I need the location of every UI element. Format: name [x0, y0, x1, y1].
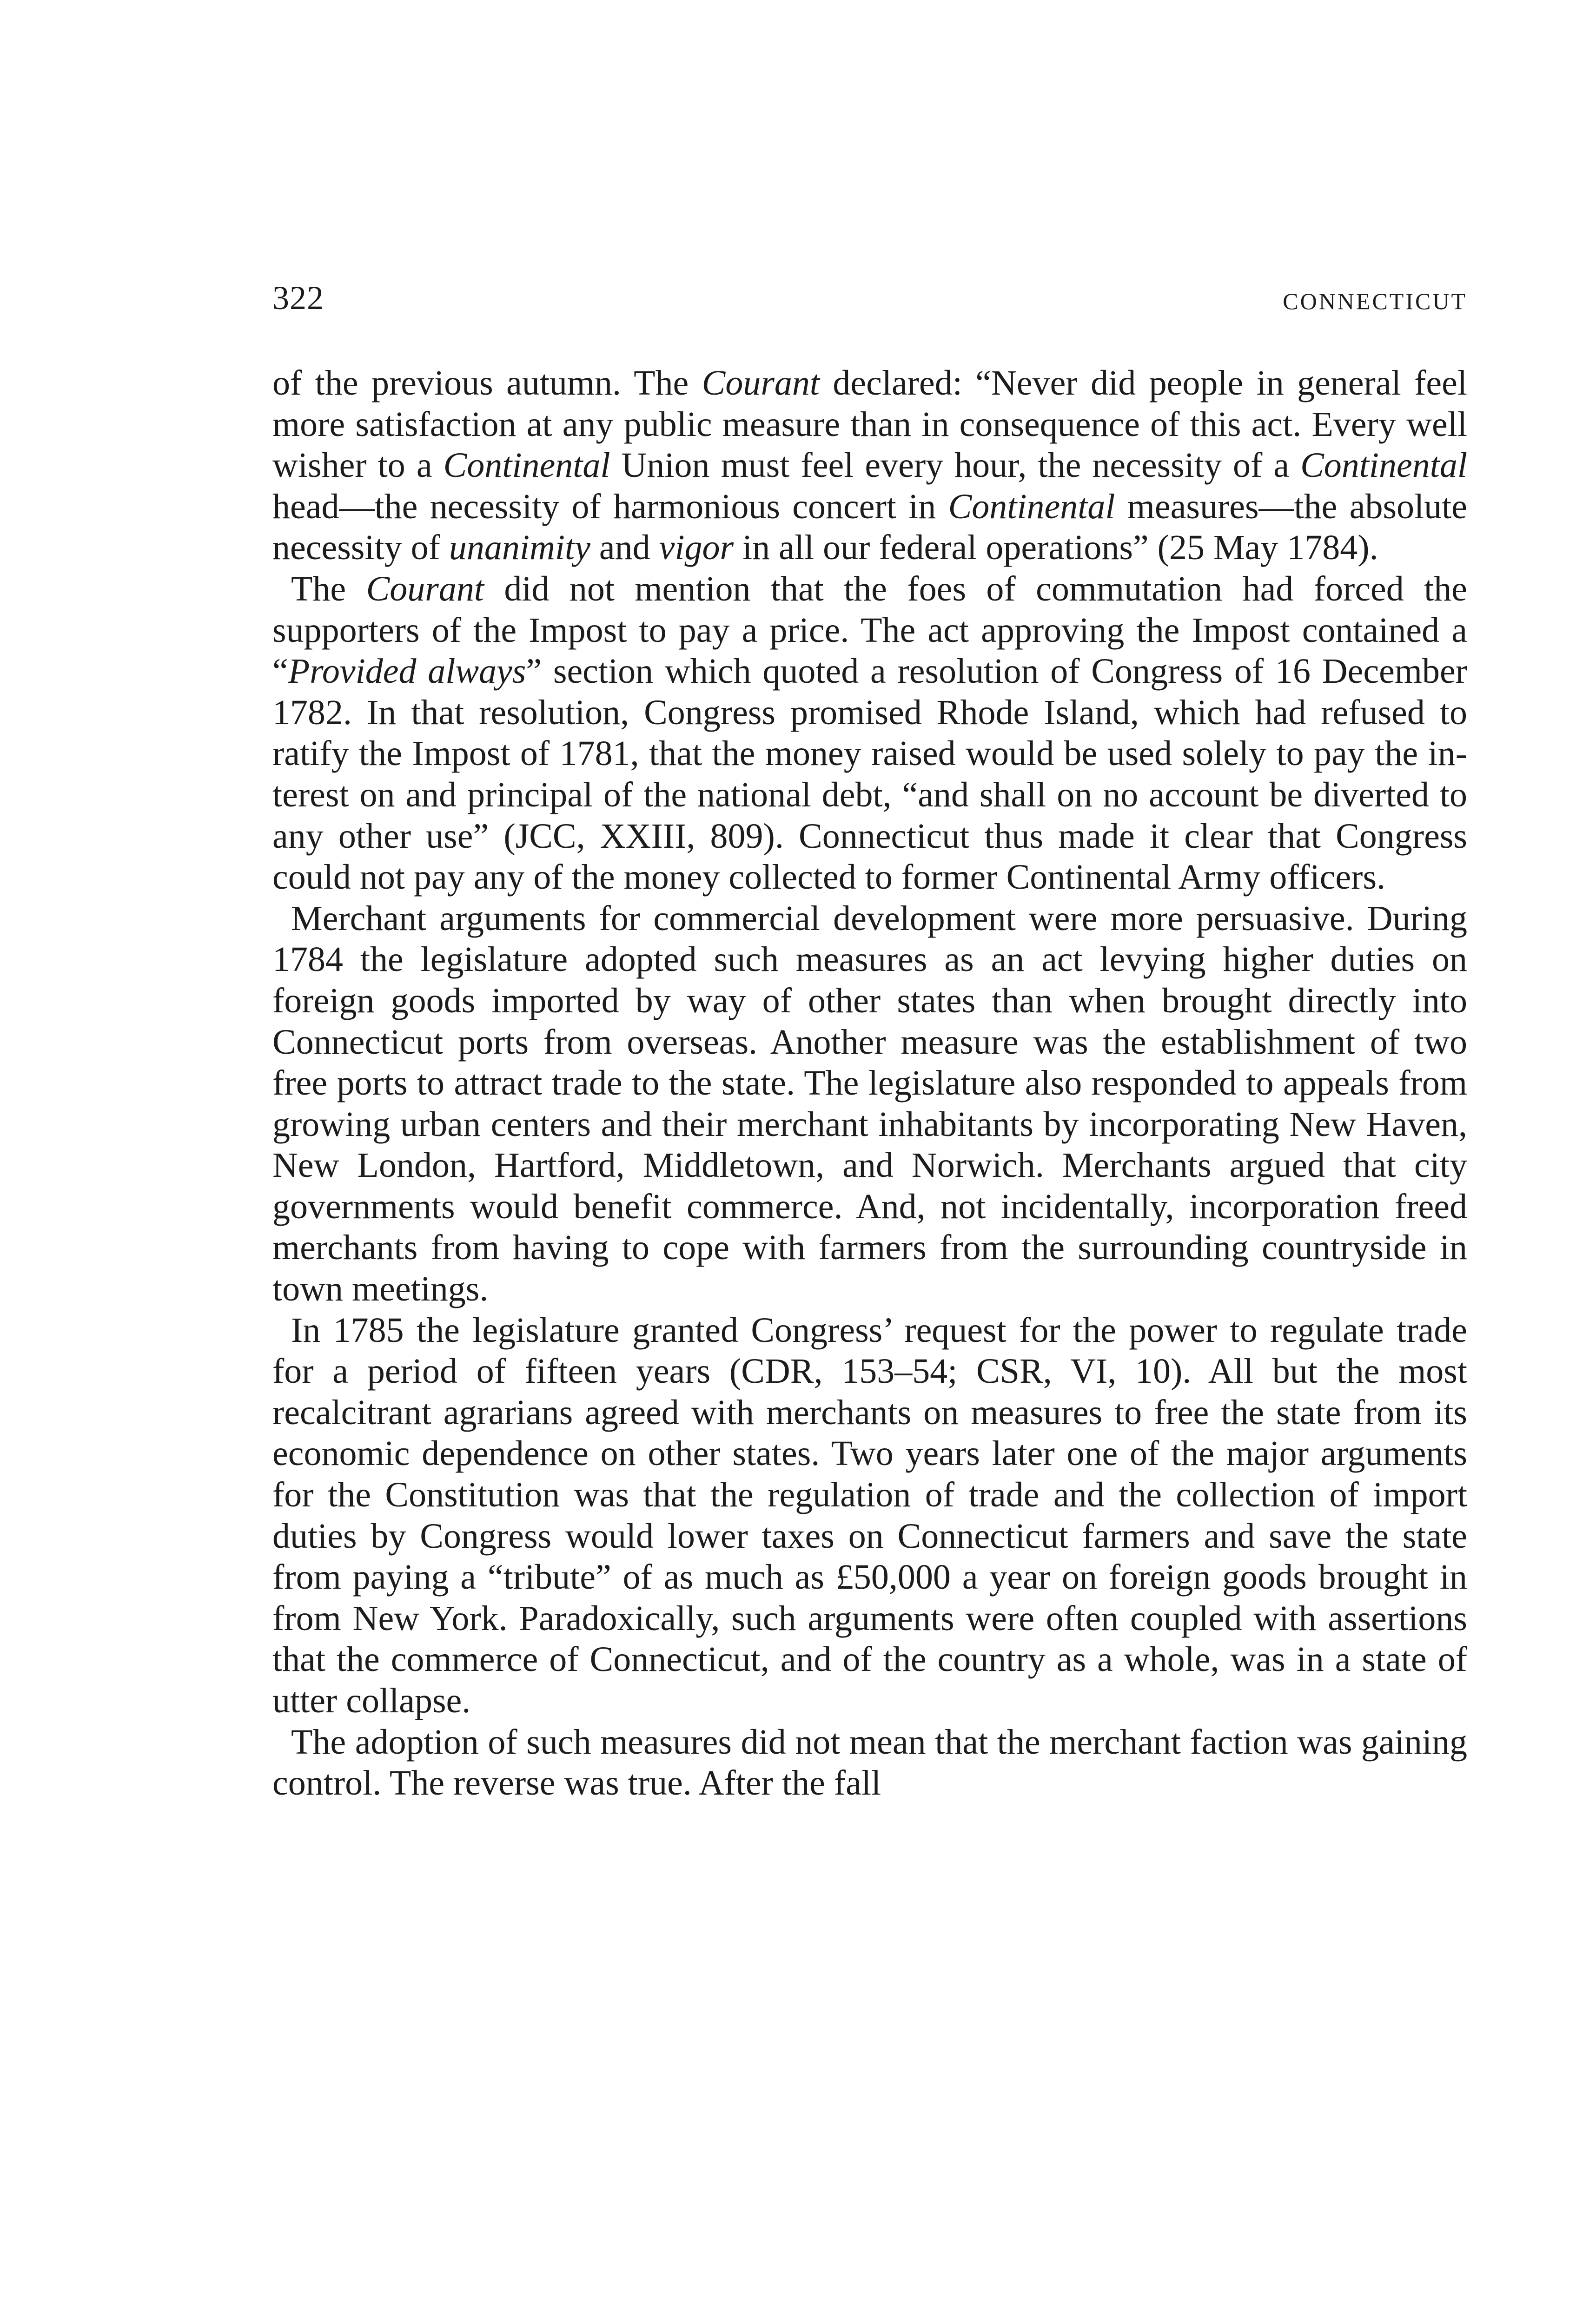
- text-run: and: [590, 528, 659, 568]
- text-run: head—the necessity of harmonious concert in: [272, 487, 948, 526]
- italic-text: Provided always: [288, 652, 526, 691]
- text-run: Merchant arguments for commercial development were more persuasive. During 1784 the legislature adopted such measures as an act levying higher duties on foreign goods imported by way of other states than when brought directly into Connecticut ports from overseas. Another measure was the establishment of two free ports to attract trade to the state. The legislature also responded to appeals from growing urban centers and their merchant inhabitants by incorporating New Haven, New London, Hartford, Middletown, and Norwich. Merchants argued that city governments would benefit commerce. And, not incidentally, incorporation freed merchants from having to cope with farmers from the surrounding countryside in town meetings.: [272, 898, 1467, 1309]
- italic-text: Courant: [702, 363, 820, 403]
- italic-text: unanimity: [449, 528, 590, 568]
- italic-text: Continental: [948, 487, 1115, 526]
- text-run: of the previous autumn. The: [272, 363, 702, 403]
- italic-text: Continental: [443, 446, 610, 485]
- italic-text: Continental: [1300, 446, 1467, 485]
- text-run: measures—the absolute necessity of: [272, 487, 1467, 568]
- text-run: did not mention that the foes of commutation had forced the supporters of the Impost to pay a price. The act approving the Impost contained a “: [272, 569, 1468, 691]
- page-number: 322: [272, 279, 324, 317]
- text-run: Union must feel every hour, the necessity of a: [610, 446, 1301, 485]
- paragraph-trade-regulation: [272, 1310, 1467, 1722]
- italic-text: vigor: [659, 528, 734, 568]
- paragraph-continued: [272, 363, 1467, 568]
- book-page: [272, 279, 1467, 1804]
- body-text: [272, 363, 1467, 1804]
- running-title: CONNECTICUT: [1283, 288, 1467, 314]
- text-run: The adoption of such measures did not mean that the merchant faction was gaining control. The reverse was true. After the fall: [272, 1722, 1467, 1803]
- running-head: [272, 279, 1467, 335]
- text-run: ” section which quoted a resolution of Congress of 16 December 1782. In that resolution, Congress promised Rhode Island, which had refused to ratify the Impost of 1781, that the money raised would be used solely to pay the interest on and principal of the national debt, “and shall on no account be diverted to any other use” (JCC, XXIII, 809). Connecticut thus made it clear that Congress could not pay any of the money collected to former Continental Army officers.: [272, 652, 1467, 897]
- paragraph-merchant-arguments: [272, 898, 1467, 1310]
- text-run: in all our federal operations” (25 May 1784).: [734, 528, 1378, 568]
- paragraph-courant-impost: [272, 568, 1467, 898]
- text-run: In 1785 the legislature granted Congress’ request for the power to regulate trade for a period of fifteen years (CDR, 153–54; CSR, VI, 10). All but the most recalcitrant agrarians agreed with merchants on measures to free the state from its economic dependence on other states. Two years later one of the major arguments for the Constitution was that the regulation of trade and the collection of import duties by Congress would lower taxes on Connecticut farmers and save the state from paying a “tribute” of as much as £50,000 a year on foreign goods brought in from New York. Paradoxically, such arguments were often coupled with assertions that the commerce of Connecticut, and of the country as a whole, was in a state of utter collapse.: [272, 1310, 1467, 1720]
- text-run: declared: “Never did people in general feel more satisfaction at any public measure than in consequence of this act. Every well wisher to a: [272, 363, 1467, 485]
- paragraph-merchant-faction: [272, 1722, 1467, 1804]
- italic-text: Courant: [366, 569, 484, 608]
- text-run: The: [291, 569, 366, 608]
